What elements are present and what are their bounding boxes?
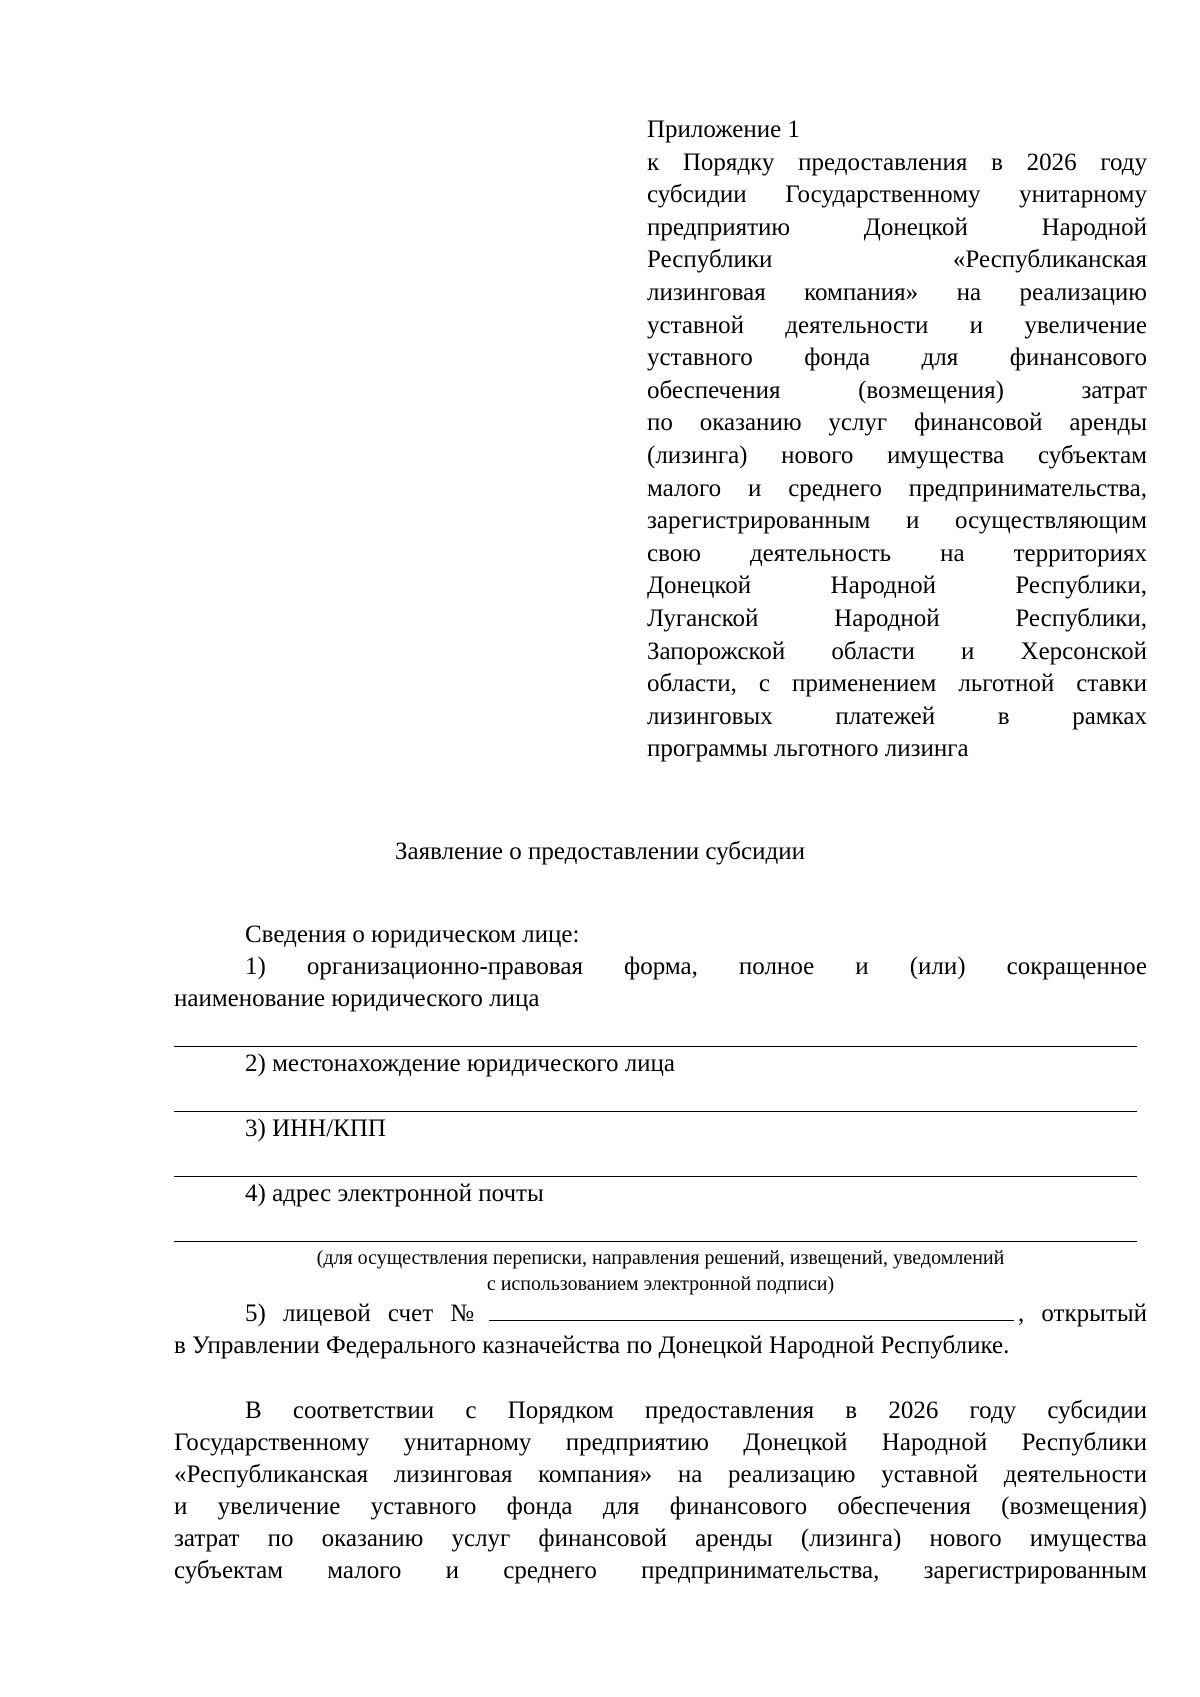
item-1-line-1: 1) организационно-правовая форма, полное и (или) сокращенное xyxy=(245,953,1147,980)
section-heading: Сведения о юридическом лице: xyxy=(245,921,580,948)
blank-line-email xyxy=(174,1241,1137,1242)
body-line: субъектам малого и среднего предпринимательства, зарегистрированным xyxy=(174,1557,1147,1584)
item-1-line-2: наименование юридического лица xyxy=(174,985,540,1012)
email-note-line-2: с использованием электронной подписи) xyxy=(486,1273,835,1295)
appendix-line: области, с применением льготной ставки xyxy=(647,670,1147,698)
appendix-line: уставного фонда для финансового xyxy=(647,344,1147,372)
item-5-line-2: в Управлении Федерального казначейства по Донецкой Народной Республике. xyxy=(174,1332,1010,1359)
appendix-line: по оказанию услуг финансовой аренды xyxy=(647,409,1147,437)
appendix-line: уставной деятельности и увеличение xyxy=(647,311,1147,339)
appendix-line: (лизинга) нового имущества субъектам xyxy=(647,441,1147,469)
appendix-line: свою деятельность на территориях xyxy=(647,539,1147,567)
appendix-line: Донецкой Народной Республики, xyxy=(647,572,1147,600)
appendix-line: программы льготного лизинга xyxy=(647,735,969,763)
appendix-line: субсидии Государственному унитарному xyxy=(647,181,1147,209)
appendix-line: к Порядку предоставления в 2026 году xyxy=(647,148,1147,176)
item-4: 4) адрес электронной почты xyxy=(245,1180,544,1207)
body-line: «Республиканская лизинговая компания» на реализацию уставной деятельности xyxy=(174,1461,1147,1488)
appendix-line: обеспечения (возмещения) затрат xyxy=(647,376,1147,404)
appendix-line: зарегистрированным и осуществляющим xyxy=(647,507,1147,535)
appendix-line: Республики «Республиканская xyxy=(647,246,1147,274)
account-number-blank xyxy=(489,1298,1014,1321)
item-3: 3) ИНН/КПП xyxy=(245,1115,386,1142)
blank-line-location xyxy=(174,1111,1137,1112)
body-line: и увеличение уставного фонда для финансового обеспечения (возмещения) xyxy=(174,1493,1147,1520)
body-line: затрат по оказанию услуг финансовой аренды (лизинга) нового имущества xyxy=(174,1525,1147,1552)
appendix-block xyxy=(647,114,1147,766)
blank-line-legal-name xyxy=(174,1046,1137,1047)
body-line: Государственному унитарному предприятию Донецкой Народной Республики xyxy=(174,1429,1147,1456)
item-5-line-1 xyxy=(245,1298,1147,1330)
item-5-prefix: 5) лицевой счет № xyxy=(245,1300,485,1327)
item-5-suffix: , открытый xyxy=(1017,1300,1148,1327)
appendix-line: лизинговая компания» на реализацию xyxy=(647,278,1147,306)
body-line: В соответствии с Порядком предоставления в 2026 году субсидии xyxy=(245,1397,1147,1424)
appendix-line: лизинговых платежей в рамках xyxy=(647,702,1147,730)
appendix-line: Запорожской области и Херсонской xyxy=(647,637,1147,665)
appendix-line: Приложение 1 xyxy=(647,116,800,143)
document-title: Заявление о предоставлении субсидии xyxy=(395,838,805,865)
appendix-line: Луганской Народной Республики, xyxy=(647,604,1147,632)
item-2: 2) местонахождение юридического лица xyxy=(245,1050,676,1077)
appendix-line: малого и среднего предпринимательства, xyxy=(647,474,1147,502)
appendix-line: предприятию Донецкой Народной xyxy=(647,213,1147,241)
email-note-line-1: (для осуществления переписки, направления решений, извещений, уведомлений xyxy=(316,1247,1005,1269)
blank-line-inn-kpp xyxy=(174,1176,1137,1177)
